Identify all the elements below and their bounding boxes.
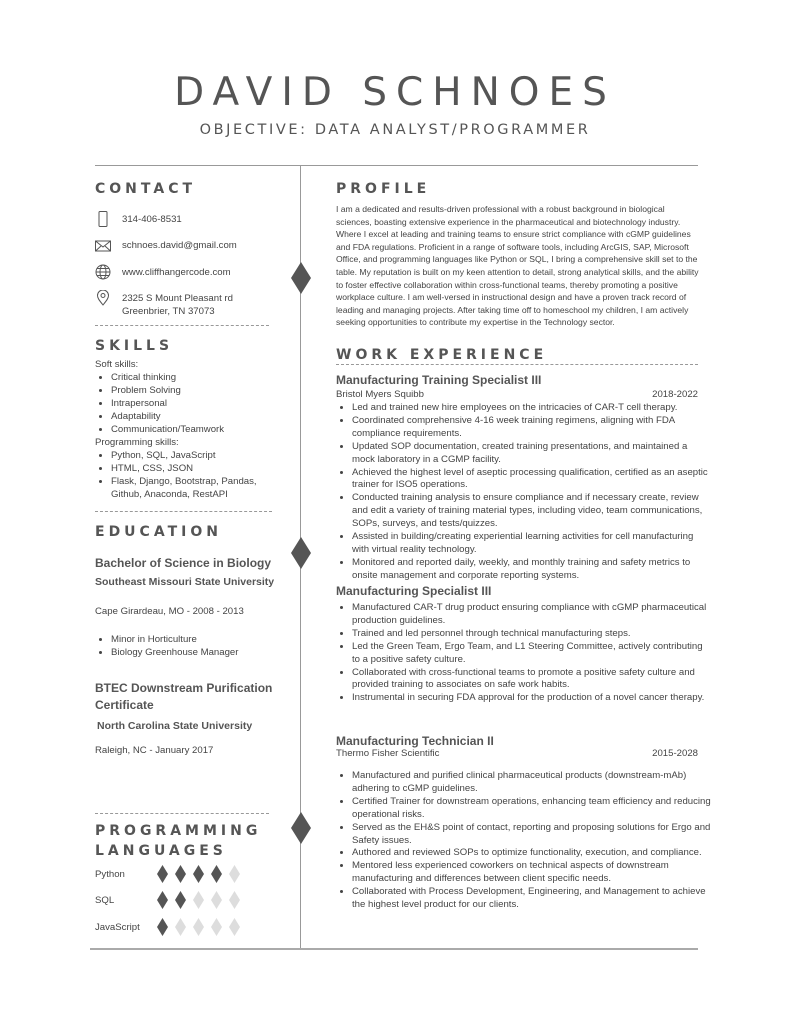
rating-diamond-filled-icon: [157, 918, 168, 936]
company-name: Bristol Myers Squibb: [336, 389, 424, 400]
job-bullet: • Manufactured and purified clinical pharmaceutical products (downstream-mAb) adhering to cGMP guidelines.: [352, 770, 712, 796]
address-line-2: Greenbrier, TN 37073: [122, 306, 215, 317]
profile-heading: PROFILE: [336, 181, 431, 197]
job-title: Manufacturing Technician II: [336, 734, 494, 748]
soft-skill: • Critical thinking: [111, 371, 275, 384]
divider-diamond: [291, 262, 311, 294]
phone-icon: [95, 211, 111, 227]
contact-phone: [95, 211, 182, 227]
degree-title: Bachelor of Science in Biology: [95, 556, 272, 570]
job-bullet: • Monitored and reported daily, weekly, and monthly training and safety metrics to onsite management and corporate reporting systems.: [352, 557, 712, 583]
job-bullet: • Led and trained new hire employees on the intricacies of CAR-T cell therapy.: [352, 402, 712, 415]
job-bullet: • Collaborated with Process Development, Engineering, and Management to achieve the highest level product for our clients.: [352, 886, 712, 912]
soft-skills-label: Soft skills:: [95, 359, 139, 370]
location-pin-icon: [95, 290, 111, 306]
section-divider: [336, 364, 698, 365]
job-bullet: • Trained and led personnel through technical manufacturing steps.: [352, 628, 712, 641]
bottom-rule: [90, 948, 698, 950]
rating-diamond-empty-icon: [211, 891, 222, 909]
rating-diamond-filled-icon: [211, 865, 222, 883]
rating-diamond-filled-icon: [157, 865, 168, 883]
degree-title: BTEC Downstream Purification Certificate: [95, 681, 273, 712]
candidate-name: DAVID SCHNOES: [174, 70, 616, 115]
rating-diamond-empty-icon: [229, 891, 240, 909]
job-bullets: [336, 402, 712, 583]
rating-diamond-filled-icon: [193, 865, 204, 883]
school-name: North Carolina State University: [97, 720, 253, 732]
rating-diamond-empty-icon: [193, 891, 204, 909]
job-bullet: • Mentored less experienced coworkers on technical aspects of downstream manufacturing and differences between client specific needs.: [352, 860, 712, 886]
job-bullet: • Updated SOP documentation, created training presentations, and maintained a mock laboratory in a CGMP facility.: [352, 441, 712, 467]
divider-diamond: [291, 537, 311, 569]
school-location-dates: Cape Girardeau, MO - 2008 - 2013: [95, 606, 244, 617]
rating-diamond-empty-icon: [229, 918, 240, 936]
programming-skill: • Python, SQL, JavaScript: [111, 449, 275, 462]
phone-number: 314-406-8531: [122, 214, 182, 225]
job-bullet: • Manufactured CAR-T drug product ensuring compliance with cGMP pharmaceutical production guidelines.: [352, 602, 712, 628]
languages-heading-line2: LANGUAGES: [95, 843, 227, 859]
job-bullet: • Served as the EH&S point of contact, reporting and proposing solutions for Ergo and Safety issues.: [352, 822, 712, 848]
language-rating-row: [95, 891, 247, 909]
globe-icon: [95, 264, 111, 280]
job-dates: 2015-2028: [652, 748, 698, 759]
company-name: Thermo Fisher Scientific: [336, 748, 440, 759]
soft-skill: • Communication/Teamwork: [111, 423, 275, 436]
job-bullet: • Certified Trainer for downstream operations, enhancing team efficiency and reducing operational risks.: [352, 796, 712, 822]
objective: OBJECTIVE: DATA ANALYST/PROGRAMMER: [199, 122, 591, 138]
education-note: • Biology Greenhouse Manager: [111, 646, 238, 659]
envelope-icon: [95, 238, 111, 254]
rating-diamond-empty-icon: [211, 918, 222, 936]
work-experience-heading: WORK EXPERIENCE: [336, 347, 548, 363]
education-heading: EDUCATION: [95, 524, 222, 540]
rating-diamond-empty-icon: [193, 918, 204, 936]
language-name: SQL: [95, 894, 115, 906]
contact-website: [95, 264, 231, 280]
school-name: Southeast Missouri State University: [95, 576, 275, 588]
job-bullet: • Assisted in building/creating experiential learning activities for cell manufacturing with virtual reality technology.: [352, 531, 712, 557]
job-dates: 2018-2022: [652, 389, 698, 400]
contact-email: [95, 238, 237, 254]
job-title: Manufacturing Training Specialist III: [336, 373, 542, 387]
programming-skill: • HTML, CSS, JSON: [111, 462, 275, 475]
section-divider: [95, 325, 269, 326]
languages-heading: [95, 821, 261, 861]
education-note: • Minor in Horticulture: [111, 633, 238, 646]
school-location-dates: Raleigh, NC - January 2017: [95, 745, 214, 756]
education-notes: [95, 633, 238, 659]
job-bullet: • Instrumental in securing FDA approval for the production of a novel cancer therapy.: [352, 692, 712, 705]
profile-summary: I am a dedicated and results-driven professional with a robust background in biological sciences, boasting extensive experience in the pharmaceutical and biotechnology industry. Where I excel at leading and training teams to ensure strict compliance with cGMP guidelines and FDA regulations. Proficient in a range of software tools, including ArcGIS, SAP, Microsoft Office, and programming languages like Python or SQL, I bring a comprehensive skill set to the table. My reputation is built on my keen attention to detail, strong analytical skills, and the ability to foster effective collaboration within cross-functional teams, thereby promoting a positive workplace culture. I am well-versed in instructional design and have a proven track record of leading and managing projects. After taking time off to homeschool my children, I am actively seeking opportunities to contribute my expertise in the Technology sector.: [336, 204, 699, 328]
job-bullet: • Conducted training analysis to ensure compliance and if necessary create, review and edit a variety of training material types, including video, team communications, SOPs, surveys, and tests/quizzes.: [352, 492, 712, 531]
contact-address: [95, 290, 233, 318]
top-rule: [95, 165, 698, 166]
email-link[interactable]: schnoes.david@gmail.com: [122, 240, 237, 251]
job-meta: [336, 389, 698, 400]
programming-skill: • Flask, Django, Bootstrap, Pandas, Github, Anaconda, RestAPI: [111, 475, 275, 501]
skills-list: [95, 358, 275, 501]
rating-diamond-empty-icon: [229, 865, 240, 883]
address-line-1: 2325 S Mount Pleasant rd: [122, 293, 233, 304]
website-link[interactable]: www.cliffhangercode.com: [122, 267, 231, 278]
language-name: Python: [95, 868, 125, 880]
rating-diamond-filled-icon: [175, 865, 186, 883]
job-meta: [336, 748, 698, 759]
section-divider: [95, 813, 269, 814]
soft-skill: • Intrapersonal: [111, 397, 275, 410]
soft-skill: • Problem Solving: [111, 384, 275, 397]
job-bullets: [336, 770, 712, 912]
section-divider: [95, 511, 272, 512]
language-name: JavaScript: [95, 921, 140, 933]
divider-diamond: [291, 812, 311, 844]
languages-heading-line1: PROGRAMMING: [95, 823, 262, 839]
language-rating-row: [95, 865, 247, 883]
job-title: Manufacturing Specialist III: [336, 584, 492, 598]
job-bullets: [336, 602, 712, 705]
job-bullet: • Led the Green Team, Ergo Team, and L1 Steering Committee, actively contributing to a positive safety culture.: [352, 641, 712, 667]
skills-heading: SKILLS: [95, 338, 174, 354]
contact-heading: CONTACT: [95, 181, 197, 197]
rating-diamond-empty-icon: [175, 918, 186, 936]
job-bullet: • Authored and reviewed SOPs to optimize functionality, execution, and compliance.: [352, 847, 712, 860]
job-bullet: • Achieved the highest level of aseptic processing qualification, certified as an aseptic trainer for ISO5 operations.: [352, 467, 712, 493]
programming-skills-label: Programming skills:: [95, 437, 179, 448]
rating-diamond-filled-icon: [157, 891, 168, 909]
rating-diamond-filled-icon: [175, 891, 186, 909]
job-bullet: • Coordinated comprehensive 4-16 week training regimens, aligning with FDA compliance requirements.: [352, 415, 712, 441]
soft-skill: • Adaptability: [111, 410, 275, 423]
language-rating-row: [95, 918, 247, 936]
job-bullet: • Collaborated with cross-functional teams to promote a positive safety culture and provided training to associates on safe work habits.: [352, 667, 712, 693]
